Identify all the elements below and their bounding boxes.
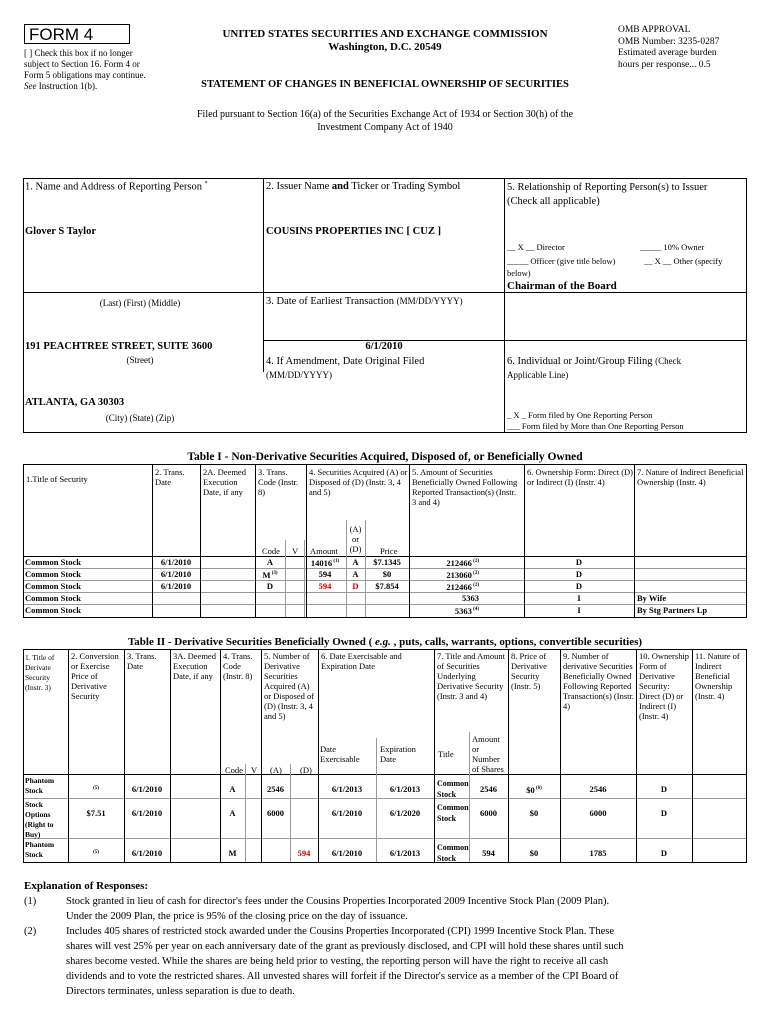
t2-header-conversion: 2. Conversion or Exercise Price of Derivative Security xyxy=(71,651,119,701)
table-row-title: Phantom Stock xyxy=(25,840,55,859)
table-row-expiration: 6/1/2013 xyxy=(389,848,421,858)
box2-label: 2. Issuer Name and Ticker or Trading Symbol xyxy=(266,181,461,192)
t1-header-trans-code: 3. Trans. Code (Instr. 8) xyxy=(258,467,299,497)
form-label: FORM 4 xyxy=(24,24,130,44)
footnote-text: Directors terminates, unless separation is due to death. xyxy=(66,986,295,997)
t2-header-d: (D) xyxy=(300,765,312,775)
table-row-price: $0 $^{(6)}$ xyxy=(526,784,542,795)
street-sub-label: (Street) xyxy=(126,355,154,365)
table-row-owned: 5363 xyxy=(462,593,479,603)
street-address: 191 PEACHTREE STREET, SUITE 3600 xyxy=(25,341,213,352)
box5-label: 5. Relationship of Reporting Person(s) to Issuer (Check all applicable) xyxy=(507,182,708,207)
table-row-owned: 1785 xyxy=(589,848,607,858)
t2-header-v: V xyxy=(251,765,258,775)
table-row-form: D xyxy=(575,557,583,567)
table-row-price: $0 xyxy=(529,848,539,858)
t2-header-underlying-amount: Amount or Number of Shares xyxy=(472,734,504,774)
table-row-price: $0 xyxy=(529,808,539,818)
table-row-underlying-title: Common Stock xyxy=(437,779,469,799)
table-row-form: I xyxy=(577,605,581,615)
officer-option: _____ Officer (give title below) xyxy=(507,256,616,266)
t2-header-number-owned: 9. Number of derivative Securities Beneficially Owned Following Reported Transaction(s) (Instr. 4) xyxy=(563,651,634,711)
footnote-text: Includes 405 shares of restricted stock awarded under the Cousins Properties Incorporated (CPI) 1999 Incentive Stock Plan. These xyxy=(66,926,614,937)
t2-header-trans-code: 4. Trans. Code (Instr. 8) xyxy=(223,651,253,681)
table-row-date: 6/1/2010 xyxy=(160,569,192,579)
omb-approval: OMB APPROVAL OMB Number: 3235-0287 Estimated average burden hours per response... 0.5 xyxy=(618,25,720,70)
table-row-underlying-amount: 2546 xyxy=(480,784,497,794)
table-row-date-exercisable: 6/1/2010 xyxy=(331,808,363,818)
table-row-owned: 5363 $^{(4)}$ xyxy=(454,605,479,616)
t1-header-trans-date: 2. Trans. Date xyxy=(155,467,185,487)
table-row-form: D xyxy=(575,581,583,591)
table-row-code: M $^{(3)}$ xyxy=(262,569,278,580)
below-label: below) xyxy=(507,268,531,278)
reporting-person-name: Glover S Taylor xyxy=(25,226,96,237)
table-row-conversion: (5) xyxy=(93,850,99,855)
box4-label: 4. If Amendment, Date Original Filed xyxy=(266,356,425,367)
footnote-number: (1) xyxy=(24,896,37,907)
t1-header-ownership-form: 6. Ownership Form: Direct (D) or Indirect (I) (Instr. 4) xyxy=(527,467,633,487)
t1-header-deemed-date: 2A. Deemed Execution Date, if any xyxy=(203,467,246,497)
t2-header-underlying-title: Title xyxy=(438,749,454,759)
table-row-owned: 2546 xyxy=(589,784,607,794)
other-option: __ X __ Other (specify xyxy=(644,256,723,266)
t2-header-nature: 11. Nature of Indirect Beneficial Ownership (Instr. 4) xyxy=(695,651,740,701)
t1-header-amount-owned: 5. Amount of Securities Beneficially Owned Following Reported Transaction(s) (Instr. 3 and 4) xyxy=(412,467,518,507)
table-row-owned: 212466 $^{(2)}$ xyxy=(446,581,479,592)
table-row-owned: 212466 $^{(2)}$ xyxy=(446,557,479,568)
earliest-transaction-date: 6/1/2010 xyxy=(365,341,403,352)
t2-header-date-ex: Date Exercisable xyxy=(320,744,360,764)
t1-header-securities-acquired: 4. Securities Acquired (A) or Disposed of (D) (Instr. 3, 4 and 5) xyxy=(309,467,408,497)
table-row-underlying-title: Common Stock xyxy=(437,843,469,863)
box4-sub-label: (MM/DD/YYYY) xyxy=(266,370,332,380)
table1-title: Table I - Non-Derivative Securities Acquired, Disposed of, or Beneficially Owned xyxy=(187,451,583,463)
t1-header-amount: Amount xyxy=(310,546,338,556)
table-row-a-or-d: A xyxy=(352,557,359,567)
footnote-number: (2) xyxy=(24,926,37,937)
table-row-code: A xyxy=(229,784,236,794)
name-sub-label: (Last) (First) (Middle) xyxy=(99,298,181,308)
table-row-code: M xyxy=(228,848,237,858)
table-row-a-or-d: A xyxy=(352,569,359,579)
statement-title: STATEMENT OF CHANGES IN BENEFICIAL OWNERSHIP OF SECURITIES xyxy=(201,79,569,90)
table-row-title: Stock Options (Right to Buy) xyxy=(25,800,54,839)
issuer-name: COUSINS PROPERTIES INC [ CUZ ] xyxy=(266,226,441,237)
table-row-code: D xyxy=(266,581,274,591)
table-row-conversion: $7.51 xyxy=(86,808,106,818)
table-row-title: Common Stock xyxy=(25,581,81,591)
t2-header-a: (A) xyxy=(270,765,282,775)
box6-sub-label: Applicable Line) xyxy=(507,370,569,380)
table-row-amount: 594 xyxy=(318,569,332,579)
t1-header-title: 1.Title of Security xyxy=(26,474,88,484)
footnote-text: Under the 2009 Plan, the price is 95% of the closing price on the day of issuance. xyxy=(66,911,408,922)
t2-header-price: 8. Price of Derivative Security (Instr. 5) xyxy=(511,651,547,691)
t2-header-expiration: Expiration Date xyxy=(380,744,416,764)
t1-header-code: Code xyxy=(262,546,280,556)
table-row-a-or-d: D xyxy=(352,581,359,591)
table-row-title: Common Stock xyxy=(25,593,81,603)
box3-label: 3. Date of Earliest Transaction (MM/DD/YYYY) xyxy=(266,296,463,307)
t2-header-date-exercisable: 6. Date Exercisable and Expiration Date xyxy=(321,651,402,671)
table-row-title: Phantom Stock xyxy=(25,776,55,795)
table-row-date: 6/1/2010 xyxy=(131,808,163,818)
table-row-amount: 14016 $^{(1)}$ xyxy=(310,557,340,568)
table-row-title: Common Stock xyxy=(25,557,81,567)
box6-label: 6. Individual or Joint/Group Filing (Check xyxy=(507,356,682,367)
table-row-nature: By Wife xyxy=(637,593,667,603)
table-row-conversion: (5) xyxy=(93,786,99,791)
table-row-price: $7.854 xyxy=(375,581,399,591)
table-row-a: 6000 xyxy=(267,808,284,818)
table-row-date-exercisable: 6/1/2013 xyxy=(331,784,363,794)
t1-header-price: Price xyxy=(380,546,398,556)
table-row-amount: 594 xyxy=(318,581,332,591)
t1-header-v: V xyxy=(292,546,299,556)
table-row-price: $0 xyxy=(382,569,392,579)
table-row-nature: By Stg Partners Lp xyxy=(637,605,708,615)
table-row-underlying-amount: 6000 xyxy=(480,808,497,818)
box1-label: 1. Name and Address of Reporting Person * xyxy=(25,181,208,193)
table-row-expiration: 6/1/2013 xyxy=(389,784,421,794)
city-sub-label: (City) (State) (Zip) xyxy=(105,413,175,423)
table-row-form: D xyxy=(660,808,668,818)
filed-pursuant: Filed pursuant to Section 16(a) of the Securities Exchange Act of 1934 or Section 30(h) of the Investment Company Act of 1940 xyxy=(196,109,574,133)
table-row-date: 6/1/2010 xyxy=(131,848,163,858)
t2-header-ownership-form: 10. Ownership Form of Derivative Security: Direct (D) or Indirect (I) (Instr. 4) xyxy=(639,651,690,721)
table2-title: Table II - Derivative Securities Beneficially Owned ( e.g. , puts, calls, warrants, options, convertible securities) xyxy=(127,636,643,648)
t2-header-underlying: 7. Title and Amount of Securities Underlying Derivative Security (Instr. 3 and 4) xyxy=(437,651,506,701)
table-row-a: 2546 xyxy=(267,784,284,794)
table-row-form: I xyxy=(577,593,581,603)
table-row-date: 6/1/2010 xyxy=(131,784,163,794)
t2-header-deemed-date: 3A. Deemed Execution Date, if any xyxy=(173,651,216,681)
city-state-zip: ATLANTA, GA 30303 xyxy=(25,397,125,408)
t1-header-a-or-d: (A) or (D) xyxy=(349,524,362,554)
table-row-title: Common Stock xyxy=(25,569,81,579)
table-row-owned: 6000 xyxy=(589,808,607,818)
filing-option-one: _ X _ Form filed by One Reporting Person xyxy=(507,410,653,420)
table-row-code: A xyxy=(266,557,274,567)
explanation-title: Explanation of Responses: xyxy=(24,880,149,892)
table-row-underlying-amount: 594 xyxy=(482,848,495,858)
table-row-date: 6/1/2010 xyxy=(160,557,192,567)
table-row-form: D xyxy=(575,569,583,579)
agency-title: UNITED STATES SECURITIES AND EXCHANGE COMMISSION Washington, D.C. 20549 xyxy=(222,28,548,53)
footnote-text: dividends and to vote the restricted shares. All unvested shares will forfeit if the Director's service as a member of the CPI Board of xyxy=(66,971,619,982)
table-row-date: 6/1/2010 xyxy=(160,581,192,591)
t2-header-trans-date: 3. Trans. Date xyxy=(127,651,157,671)
t2-header-title: 1. Title of Derivate Security (Instr. 3) xyxy=(25,653,55,692)
footnote-text: shares will vest 25% per year on each anniversary date of the grant as previously disclosed, and CPI will hold these shares until such xyxy=(66,941,624,952)
table-row-code: A xyxy=(229,808,236,818)
filing-option-multiple: ___ Form filed by More than One Reporting Person xyxy=(507,421,684,431)
footnote-text: Stock granted in lieu of cash for director's fees under the Cousins Properties Incorporated 2009 Incentive Stock Plan (2009 Plan). xyxy=(66,896,610,907)
table-row-title: Common Stock xyxy=(25,605,81,615)
table-row-date-exercisable: 6/1/2010 xyxy=(331,848,363,858)
t2-header-code: Code xyxy=(225,765,243,775)
table-row-price: $7.1345 xyxy=(373,557,401,567)
relationship-title: Chairman of the Board xyxy=(507,280,617,292)
check-box-text: [ ] Check this box if no longer subject to Section 16. Form 4 or Form 5 obligations may continue. See Instruction 1(b). xyxy=(24,48,146,91)
t1-header-nature: 7. Nature of Indirect Beneficial Ownership (Instr. 4) xyxy=(637,467,744,487)
ten-pct-owner-option: _____ 10% Owner xyxy=(640,242,705,252)
table-row-underlying-title: Common Stock xyxy=(437,803,469,823)
director-option: __ X __ Director xyxy=(507,242,565,252)
t2-header-number-derivative: 5. Number of Derivative Securities Acquired (A) or Disposed of (D) (Instr. 3, 4 and 5) xyxy=(264,651,315,721)
table-row-d: 594 xyxy=(297,848,311,858)
table-row-owned: 213060 $^{(2)}$ xyxy=(446,569,479,580)
table-row-form: D xyxy=(660,784,668,794)
table-row-form: D xyxy=(660,848,668,858)
table-row-expiration: 6/1/2020 xyxy=(389,808,421,818)
footnote-text: shares become vested. While the shares are being held prior to vesting, the reporting person will have the right to receive all cash xyxy=(66,956,609,967)
